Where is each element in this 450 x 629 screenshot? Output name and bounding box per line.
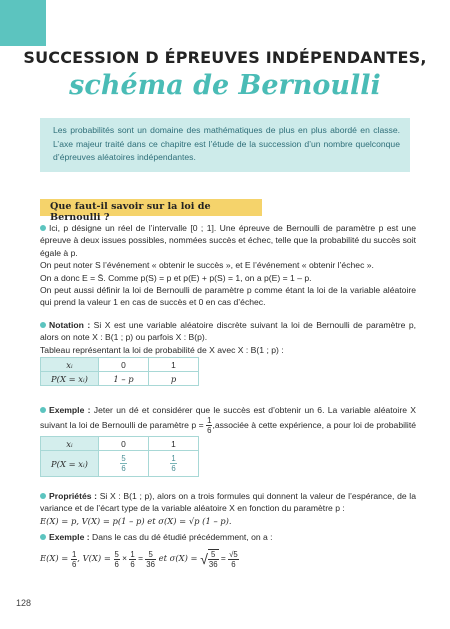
sqrt-icon: √ xyxy=(200,551,208,567)
table-cell: 0 xyxy=(99,437,149,451)
page-title: SUCCESSION D ÉPREUVES INDÉPENDANTES, xyxy=(23,48,427,67)
bullet-icon xyxy=(40,534,46,540)
properties-text: Si X : B(1 ; p), alors on a trois formules qui donnent la valeur de l’espérance, de la variance et de l’écart type de la variable aléatoire X en fonction du paramètre p : xyxy=(40,491,416,514)
example2-text: Dans le cas du dé étudié précédemment, on a : xyxy=(89,532,273,542)
bullet-icon xyxy=(40,407,46,413)
table-header-xi: xᵢ xyxy=(41,437,99,451)
def-line3: On a donc E = S̄. Comme p(S) = p et p(E) + p(S) = 1, on a p(E) = 1 – p. xyxy=(40,272,312,283)
bullet-icon xyxy=(40,225,46,231)
table-header-p: P(X = xᵢ) xyxy=(41,451,99,477)
bullet-icon xyxy=(40,493,46,499)
intro-box xyxy=(40,118,410,172)
properties-formulas: E(X) = p, V(X) = p(1 – p) et σ(X) = √p (1 – p). xyxy=(40,515,232,526)
notation-label: Notation : xyxy=(49,320,91,330)
def-line2: On peut noter S l’événement « obtenir le succès », et E l’événement « obtenir l’échec ». xyxy=(40,260,374,271)
section-heading: Que faut-il savoir sur la loi de Bernoulli ? xyxy=(40,199,262,216)
properties-block xyxy=(40,490,416,527)
table-cell: 0 xyxy=(99,358,149,372)
properties-label: Propriétés : xyxy=(49,491,98,501)
table-cell: $\frac{1}{6}$ xyxy=(149,451,199,477)
intro-text: Les probabilités sont un domaine des mathématiques de plus en plus abordé en classe. L’axe majeur traité dans ce chapitre est l’étude de la succession d’un nombre quelconque d’épreuves aléatoires indépendantes. xyxy=(53,125,400,162)
bernoulli-table xyxy=(40,357,199,386)
def-line1: Ici, p désigne un réel de l’intervalle [0 ; 1]. Une épreuve de Bernoulli de paramètre p est une épreuve à deux issues possibles, nommées succès et échec, telle que la probabilité du succès soit égale à p. xyxy=(40,223,416,258)
notation-block xyxy=(40,319,416,356)
bullet-icon xyxy=(40,322,46,328)
die-table xyxy=(40,436,199,477)
notation-text: Si X est une variable aléatoire discrète suivant la loi de Bernoulli de paramètre p, alors on note X : B(1 ; p) ou parfois X : B(p). xyxy=(40,320,416,343)
example1-text-b: ,associée à cette expérience, a pour loi de probabilité xyxy=(212,420,416,431)
table-cell: 1 – p xyxy=(99,372,149,386)
fraction-one-sixth: $\frac{1}{6}$ xyxy=(207,416,212,436)
example1-label: Exemple : xyxy=(49,405,91,415)
corner-tab xyxy=(0,0,46,46)
table-cell: 1 xyxy=(149,437,199,451)
page-number: 128 xyxy=(16,598,32,608)
table-cell: 1 xyxy=(149,358,199,372)
example2-block xyxy=(40,531,416,543)
table-header-p: P(X = xᵢ) xyxy=(41,372,99,386)
example1-text-a: Jeter un dé et considérer que le succès est d’obtenir un 6. La variable aléatoire X suivant la loi de Bernoulli de paramètre p = xyxy=(40,405,416,431)
table-cell: $\frac{5}{6}$ xyxy=(99,451,149,477)
table-cell: p xyxy=(149,372,199,386)
example2-formulas: E(X) = $\frac{1}{6}$ , V(X) = $\frac{5}{6}$ × $\frac{1}{6}$ = $\frac{5}{36}$ et σ(X) = √ $\frac{5}{36}$ = $\frac{√5}{6}$ xyxy=(40,549,238,569)
table-header-xi: xᵢ xyxy=(41,358,99,372)
notation-table-intro: Tableau représentant la loi de probabilité de X avec X : B(1 ; p) : xyxy=(40,344,284,355)
paragraph-definition xyxy=(40,222,416,309)
page-subtitle: schéma de Bernoulli xyxy=(69,70,381,101)
def-line4: On peut aussi définir la loi de Bernoulli de paramètre p comme étant la loi de la variable aléatoire qui prend la valeur 1 en cas de succès et 0 en cas d’échec. xyxy=(40,285,416,308)
example2-label: Exemple : xyxy=(49,532,90,542)
